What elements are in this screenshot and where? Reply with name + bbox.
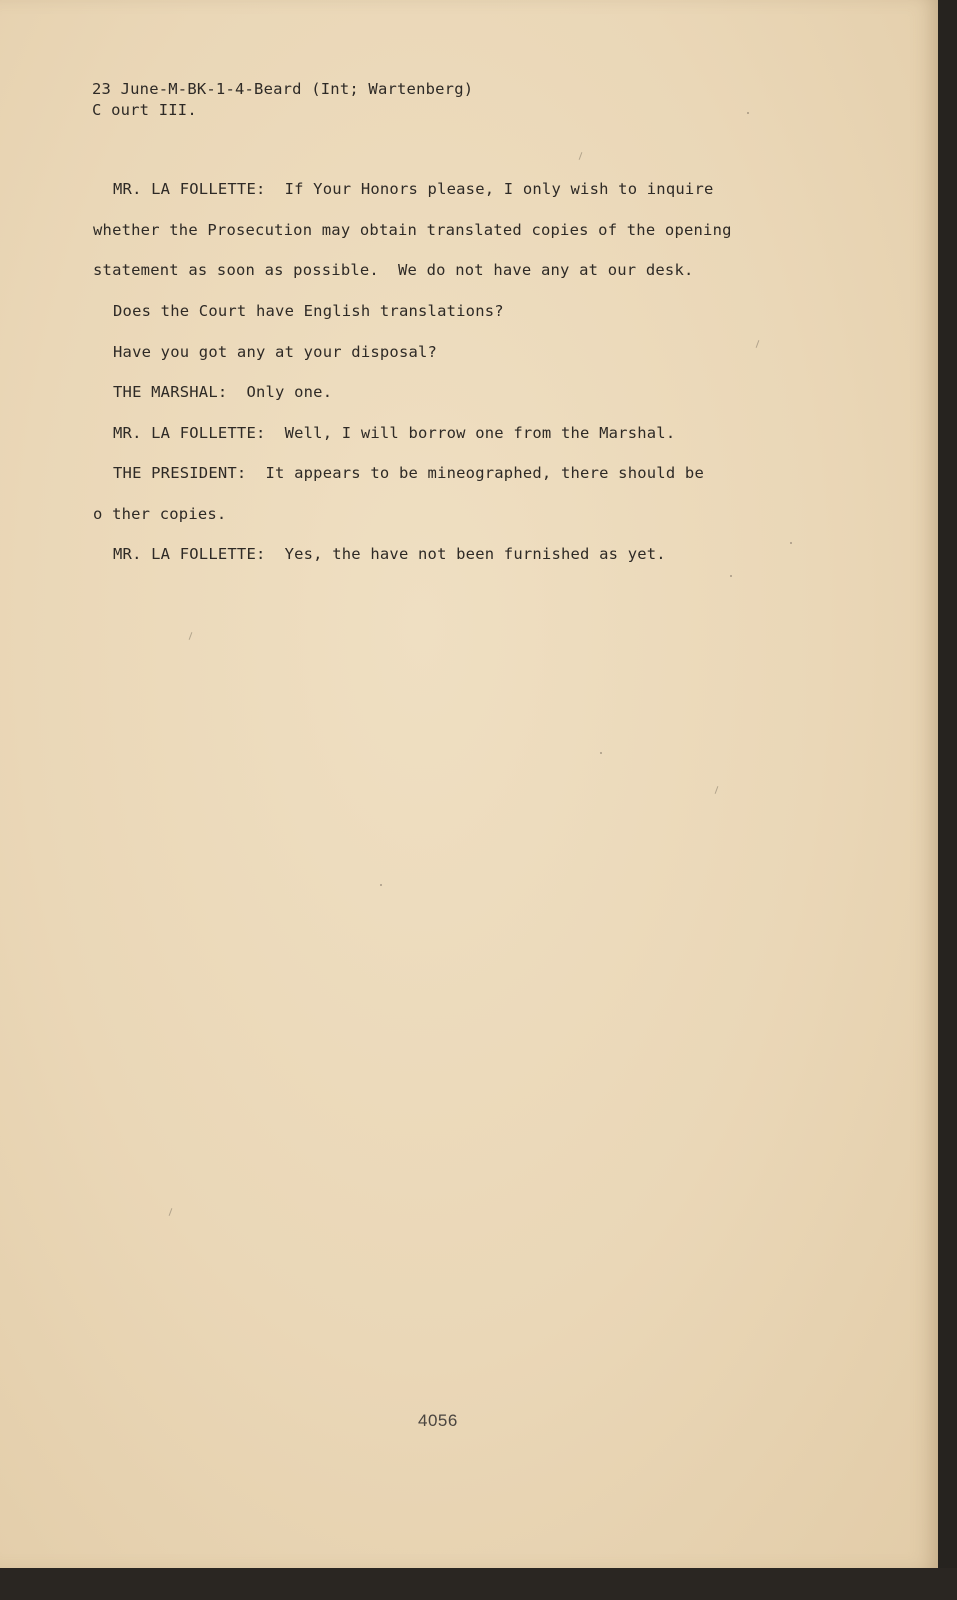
transcript-line: MR. LA FOLLETTE: Well, I will borrow one from the Marshal. [113,424,676,442]
scan-edge-right [938,0,957,1600]
paper-speck [730,575,732,577]
transcript-line: MR. LA FOLLETTE: Yes, the have not been furnished as yet. [113,545,666,563]
paper-speck [579,152,583,160]
paper-speck [747,112,749,114]
transcript-line: o ther copies. [93,505,227,523]
transcript-line: statement as soon as possible. We do not have any at our desk. [93,261,694,279]
transcript-line: THE MARSHAL: Only one. [113,383,333,401]
transcript-line: MR. LA FOLLETTE: If Your Honors please, I only wish to inquire [113,180,714,198]
transcript-line: THE PRESIDENT: It appears to be mineographed, there should be [113,464,704,482]
paper-speck [380,884,382,886]
scan-edge-bottom [0,1568,957,1600]
document-header-line-2: C ourt III. [92,101,197,119]
transcript-line: whether the Prosecution may obtain translated copies of the opening [93,221,732,239]
page-number: 4056 [418,1411,458,1430]
paper-speck [169,1208,173,1216]
paper-speck [600,752,602,754]
paper-speck [189,632,193,640]
paper-speck [715,786,719,794]
transcript-line: Does the Court have English translations? [113,302,504,320]
document-header-line-1: 23 June-M-BK-1-4-Beard (Int; Wartenberg) [92,80,474,98]
paper-speck [756,340,760,348]
transcript-line: Have you got any at your disposal? [113,343,438,361]
paper-speck [790,542,792,544]
